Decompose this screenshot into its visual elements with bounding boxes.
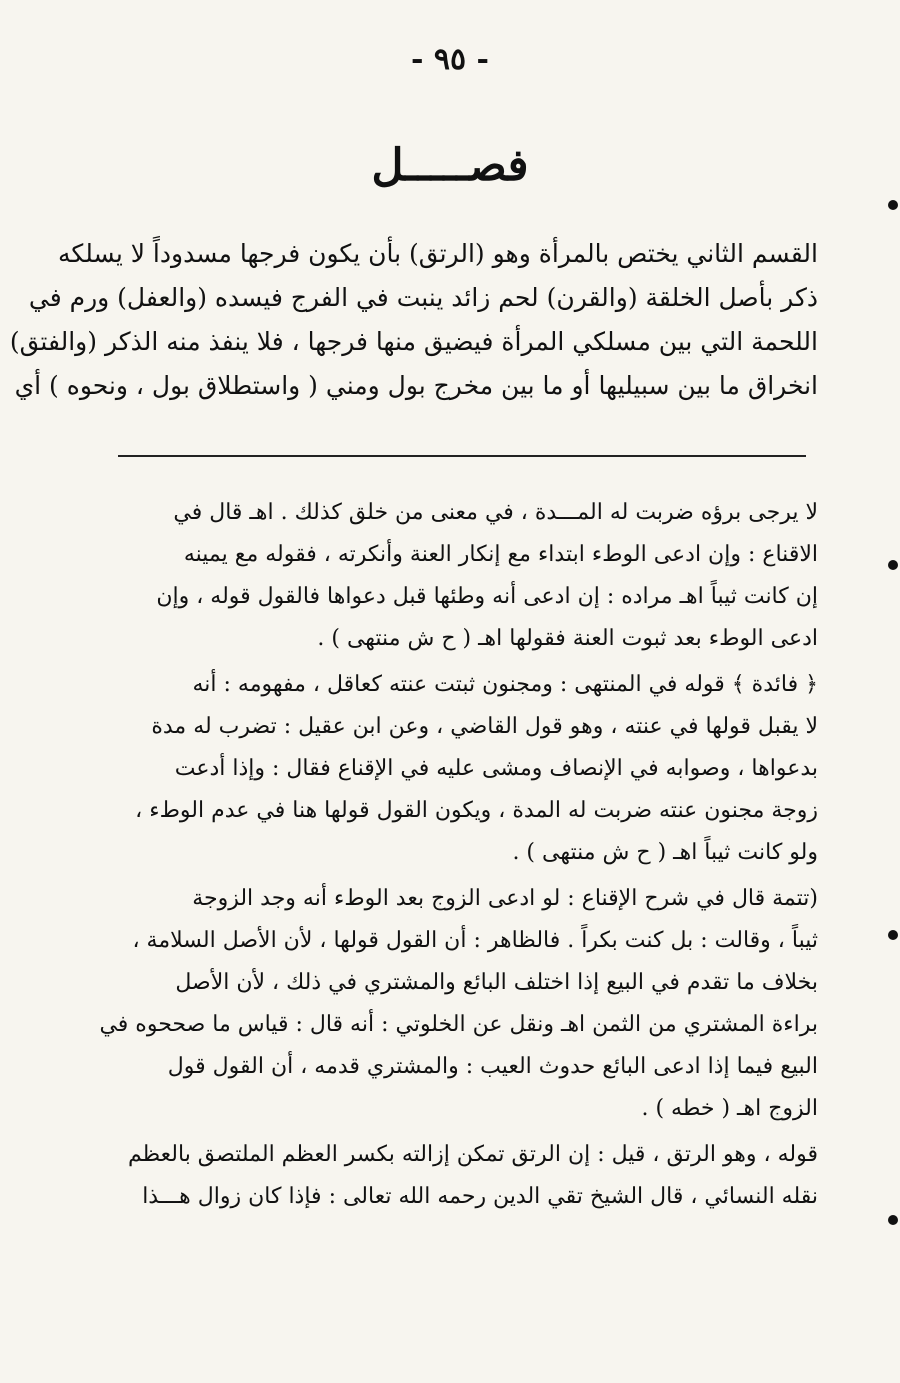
margin-mark	[888, 930, 898, 940]
footnote-paragraph	[118, 1134, 818, 1218]
footnote-line: براءة المشتري من الثمن اهـ ونقل عن الخلوتي : أنه قال : قياس ما صححوه في	[99, 1012, 818, 1037]
footnote-line: بدعواها ، وصوابه في الإنصاف ومشى عليه في الإقناع فقال : وإذا أدعت	[174, 756, 818, 781]
footnote-line: قوله ، وهو الرتق ، قيل : إن الرتق تمكن إزالته بكسر العظم الملتصق بالعظم	[127, 1142, 818, 1167]
footnote-line: بخلاف ما تقدم في البيع إذا اختلف البائع والمشتري في ذلك ، لأن الأصل	[175, 970, 818, 995]
footnote-line: ثيباً ، وقالت : بل كنت بكراً . فالظاهر : أن القول قولها ، لأن الأصل السلامة ،	[132, 928, 818, 953]
main-text-line: انخراق ما بين سبيليها أو ما بين مخرج بول ومني ( واستطلاق بول ، ونحوه ) أي	[14, 371, 818, 400]
margin-mark	[888, 1215, 898, 1225]
section-title: فصـــــل	[371, 140, 529, 191]
footnote-line: لا يرجى برؤه ضربت له المـــدة ، في معنى من خلق كذلك . اهـ قال في	[173, 500, 818, 525]
page-number: - ٩٥ -	[410, 42, 490, 77]
footnotes	[99, 492, 818, 1218]
main-text-line: ذكر بأصل الخلقة (والقرن) لحم زائد ينبت في الفرج فيسده (والعفل) ورم في	[28, 283, 818, 312]
main-text-line: القسم الثاني يختص بالمرأة وهو (الرتق) بأن يكون فرجها مسدوداً لا يسلكه	[58, 239, 818, 268]
footnote-line: ﴿ فائدة ﴾ قوله في المنتهى : ومجنون ثبتت عنته كعاقل ، مفهومه : أنه	[192, 672, 818, 697]
margin-mark	[888, 200, 898, 210]
footnote-line: البيع فيما إذا ادعى البائع حدوث العيب : والمشتري قدمه ، أن القول قول	[167, 1054, 818, 1079]
footnote-line: الزوج اهـ ( خطه ) .	[641, 1096, 818, 1121]
footnote-line: زوجة مجنون عنته ضربت له المدة ، ويكون القول قولها هنا في عدم الوطء ،	[135, 798, 818, 823]
footnote-line: ولو كانت ثيباً اهـ ( ح ش منتهى ) .	[512, 840, 818, 865]
footnote-line: نقله النسائي ، قال الشيخ تقي الدين رحمه الله تعالى : فإذا كان زوال هـــذا	[142, 1184, 818, 1209]
footnote-line: لا يقبل قولها في عنته ، وهو قول القاضي ، وعن ابن عقيل : تضرب له مدة	[151, 714, 818, 739]
margin-mark	[888, 560, 898, 570]
footnote-line: (تتمة قال في شرح الإقناع : لو ادعى الزوج بعد الوطء أنه وجد الزوجة	[192, 886, 818, 911]
footnote-paragraph	[118, 492, 818, 660]
main-text	[9, 232, 818, 408]
footnote-line: إن كانت ثيباً اهـ مراده : إن ادعى أنه وطئها قبل دعواها فالقول قوله ، وإن	[156, 584, 818, 609]
footnote-paragraph	[118, 664, 818, 874]
footnote-line: ادعى الوطء بعد ثبوت العنة فقولها اهـ ( ح ش منتهى ) .	[317, 626, 818, 651]
main-text-line: اللحمة التي بين مسلكي المرأة فيضيق منها فرجها ، فلا ينفذ منه الذكر (والفتق)	[9, 327, 818, 356]
footnote-line: الاقناع : وإن ادعى الوطء ابتداء مع إنكار العنة وأنكرته ، فقوله مع يمينه	[183, 542, 818, 567]
footnote-divider	[118, 455, 806, 457]
footnote-paragraph	[99, 878, 818, 1130]
